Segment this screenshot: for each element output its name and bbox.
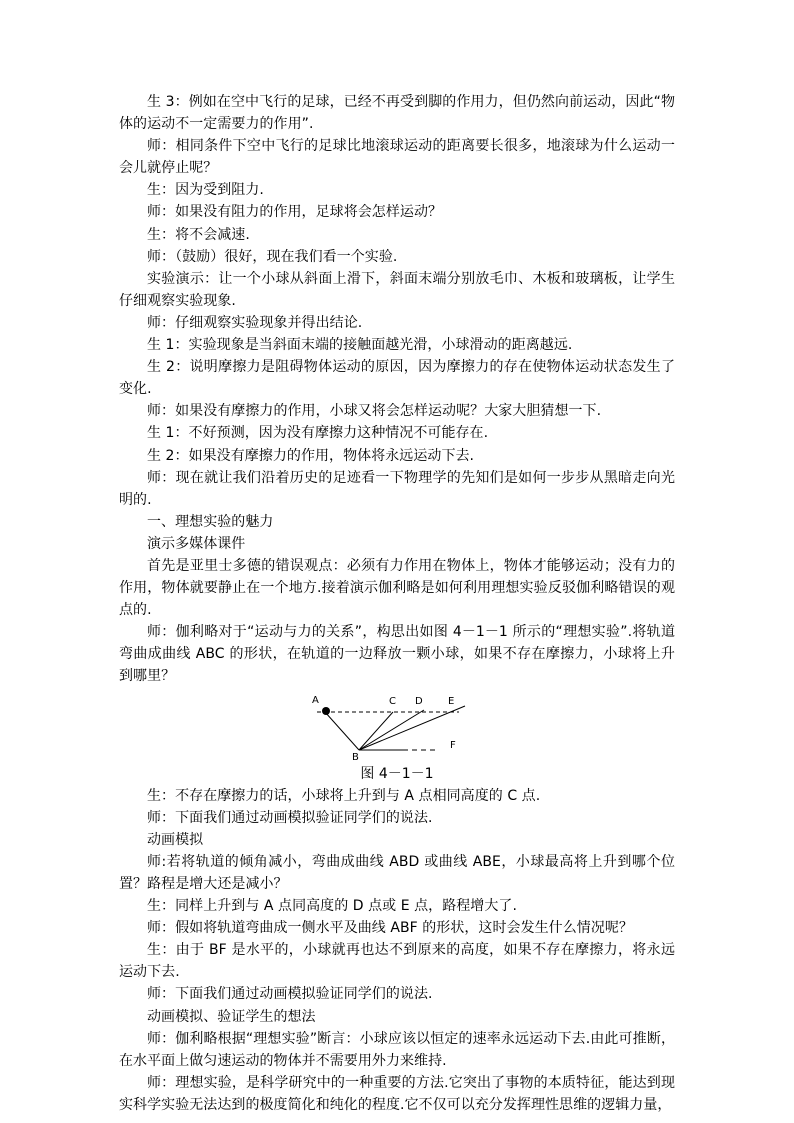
track-diagram bbox=[119, 692, 675, 762]
label-e: E bbox=[448, 695, 455, 707]
paragraph: 生：不存在摩擦力的话，小球将上升到与 A 点相同高度的 C 点. bbox=[147, 787, 541, 804]
paragraph: 师：下面我们通过动画模拟验证同学们的说法. bbox=[147, 986, 433, 1003]
track-diagram-svg bbox=[309, 692, 489, 762]
paragraph: 实验演示：让一个小球从斜面上滑下，斜面末端分别放毛巾、木板和玻璃板，让学生仔细观察实验现象. bbox=[119, 270, 675, 309]
label-f: F bbox=[450, 739, 456, 751]
paragraph: 师：假如将轨道弯曲成一侧水平及曲线 ABF 的形状，这时会发生什么情况呢？ bbox=[147, 920, 633, 937]
track-segment-bd bbox=[359, 710, 424, 750]
paragraph: 生 3：例如在空中飞行的足球，已经不再受到脚的作用力，但仍然向前运动，因此“物体的运动不一定需要力的作用”. bbox=[119, 94, 675, 133]
label-b: B bbox=[352, 751, 359, 762]
paragraph: 动画模拟、验证学生的想法 bbox=[147, 1008, 316, 1025]
label-d: D bbox=[415, 695, 423, 707]
paragraph: 生：由于 BF 是水平的，小球就再也达不到原来的高度，如果不存在摩擦力，将永远运动下去. bbox=[119, 942, 675, 981]
paragraph: 师：（鼓励）很好，现在我们看一个实验. bbox=[147, 248, 398, 265]
paragraph: 生 1：不好预测，因为没有摩擦力这种情况不可能存在. bbox=[147, 425, 489, 442]
paragraph: 演示多媒体课件 bbox=[147, 535, 246, 552]
figure-caption: 图 4－1－1 bbox=[360, 765, 434, 782]
paragraph: 师：伽利略根据“理想实验”断言：小球应该以恒定的速率永远运动下去.由此可推断，在水平面上做匀速运动的物体并不需要用外力来维持. bbox=[119, 1030, 675, 1069]
paragraph: 师：仔细观察实验现象并得出结论. bbox=[147, 314, 363, 331]
label-c: C bbox=[389, 695, 396, 707]
paragraphs-bottom bbox=[119, 785, 675, 1116]
paragraph: 师：理想实验，是科学研究中的一种重要的方法.它突出了事物的本质特征，能达到现实科学实验无法达到的极度简化和纯化的程度.它不仅可以充分发挥理性思维的逻辑力量， bbox=[119, 1074, 675, 1113]
paragraph: 生 1：实验现象是当斜面末端的接触面越光滑，小球滑动的距离越远. bbox=[147, 337, 573, 354]
paragraph: 师：如果没有摩擦力的作用，小球又将会怎样运动呢？大家大胆猜想一下. bbox=[147, 403, 602, 420]
track-segment-bc bbox=[359, 712, 393, 750]
paragraph: 生：同样上升到与 A 点同高度的 D 点或 E 点，路程增大了. bbox=[147, 898, 517, 915]
section-heading: 一、理想实验的魅力 bbox=[147, 513, 274, 530]
paragraph: 生 2：说明摩擦力是阻碍物体运动的原因，因为摩擦力的存在使物体运动状态发生了变化. bbox=[119, 359, 675, 398]
paragraph: 师:若将轨道的倾角减小，弯曲成曲线 ABD 或曲线 ABE，小球最高将上升到哪个位置？路程是增大还是减小？ bbox=[119, 853, 675, 892]
label-a: A bbox=[312, 694, 319, 706]
paragraph: 师：下面我们通过动画模拟验证同学们的说法. bbox=[147, 809, 433, 826]
paragraph: 生：因为受到阻力. bbox=[147, 182, 264, 199]
paragraph: 生 2：如果没有摩擦力的作用，物体将永远运动下去. bbox=[147, 447, 475, 464]
paragraph: 首先是亚里士多德的错误观点：必须有力作用在物体上，物体才能够运动；没有力的作用，物体就要静止在一个地方.接着演示伽利略是如何利用理想实验反驳伽利略错误的观点的. bbox=[119, 557, 675, 619]
paragraph: 师：伽利略对于“运动与力的关系”，构思出如图 4－1－1 所示的“理想实验”.将轨道弯曲成曲线 ABC 的形状，在轨道的一边释放一颗小球，如果不存在摩擦力，小球将上升到哪里？ bbox=[119, 624, 675, 685]
track-segment-ab bbox=[325, 712, 359, 750]
paragraph: 动画模拟 bbox=[147, 831, 204, 848]
ball bbox=[322, 707, 330, 715]
paragraph: 生：将不会减速. bbox=[147, 226, 250, 243]
paragraph: 师：现在就让我们沿着历史的足迹看一下物理学的先知们是如何一步步从黑暗走向光明的. bbox=[119, 469, 675, 508]
paragraph: 师：如果没有阻力的作用，足球将会怎样运动？ bbox=[147, 204, 443, 221]
paragraph: 师：相同条件下空中飞行的足球比地滚球运动的距离要长很多，地滚球为什么运动一会儿就停止呢？ bbox=[119, 138, 675, 177]
document-page bbox=[119, 91, 675, 1116]
paragraphs-top bbox=[119, 91, 675, 688]
